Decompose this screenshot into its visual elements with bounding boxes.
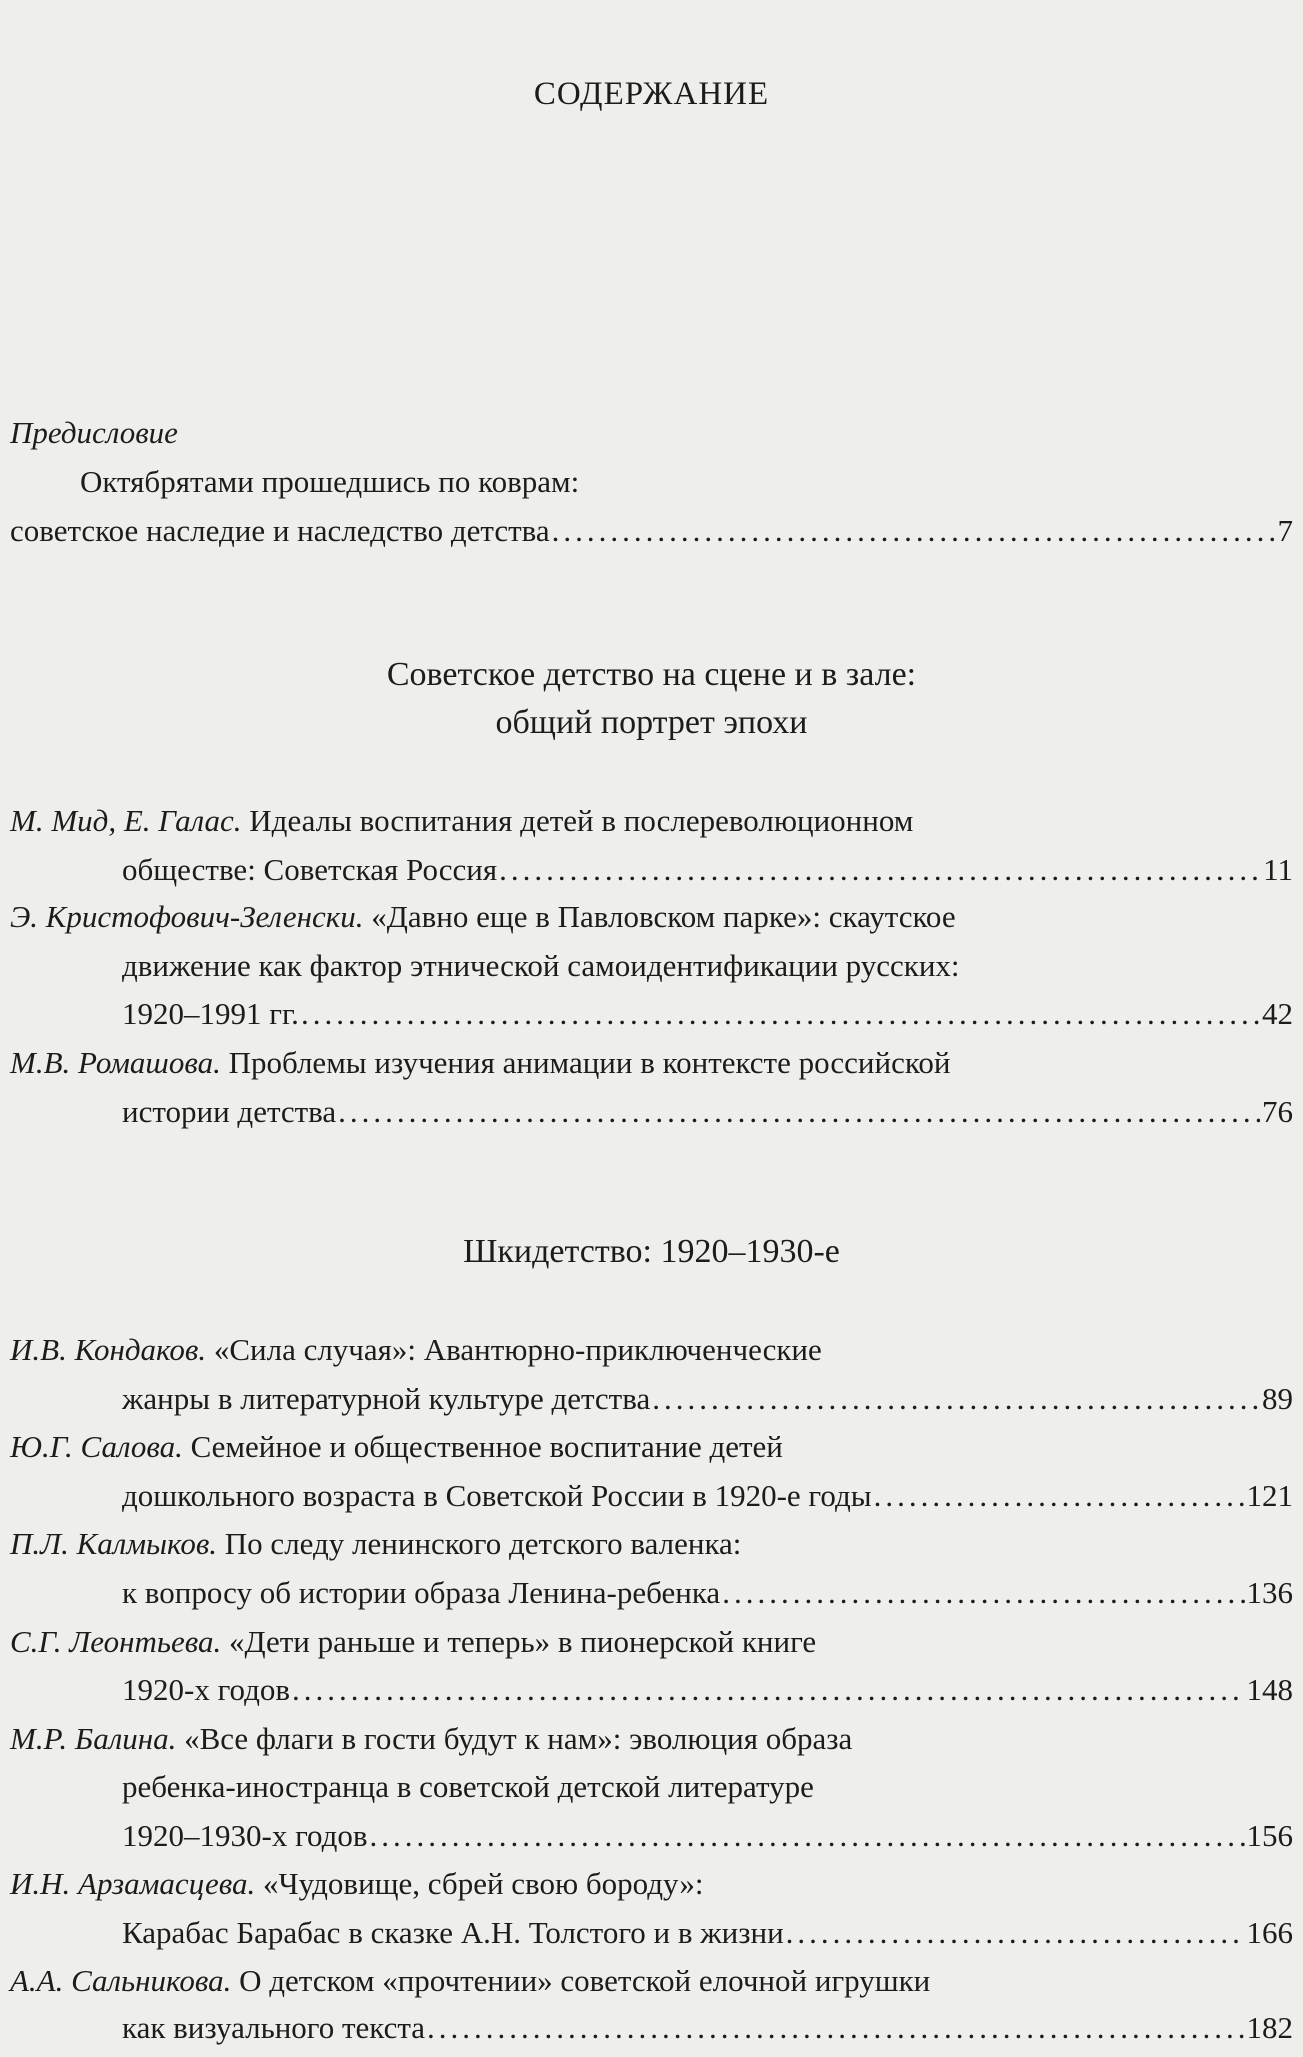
toc-entry-line xyxy=(10,1622,1293,1662)
entry-author: М.Р. Балина. xyxy=(10,1721,177,1756)
entry-title: По следу ленинского детского валенка: xyxy=(224,1526,742,1561)
leader-dots xyxy=(338,1092,1260,1132)
toc-entry-line xyxy=(10,1427,1293,1467)
entry-author: Ю.Г. Салова. xyxy=(10,1429,183,1464)
entry-author: И.Н. Арзамасцева. xyxy=(10,1866,256,1901)
entry-author: Э. Кристофович-Зеленски. xyxy=(10,899,364,934)
page-number: 156 xyxy=(1246,1818,1293,1853)
entry-title: Идеалы воспитания детей в послереволюционном xyxy=(249,803,914,838)
toc-entry-line xyxy=(122,1767,1293,1807)
leader-dots xyxy=(722,1573,1244,1613)
entry-author: П.Л. Калмыков. xyxy=(10,1526,218,1561)
preface-title-2: советское наследие и наследство детства xyxy=(10,513,550,548)
page-number: 11 xyxy=(1263,852,1293,887)
toc-entry-line[interactable] xyxy=(122,1379,1293,1419)
preface-title-line-1 xyxy=(80,462,1293,502)
page-number: 89 xyxy=(1262,1381,1293,1416)
preface-label: Предисловие xyxy=(10,415,178,450)
toc-entry-line[interactable] xyxy=(122,2008,1293,2048)
entry-title: «Чудовище, сбрей свою бороду»: xyxy=(262,1866,704,1901)
leader-dots xyxy=(552,511,1276,551)
entry-title: Семейное и общественное воспитание детей xyxy=(190,1429,783,1464)
toc-entry-line[interactable] xyxy=(122,1670,1293,1710)
entry-title: обществе: Советская Россия xyxy=(122,852,498,887)
entry-author: А.А. Сальникова. xyxy=(10,1963,232,1998)
leader-dots xyxy=(874,1476,1245,1516)
leader-dots xyxy=(301,994,1260,1034)
toc-entry-line[interactable] xyxy=(122,1913,1293,1953)
entry-title: Карабас Барабас в сказке А.Н. Толстого и в жизни xyxy=(122,1915,784,1950)
entry-author: М. Мид, Е. Галас. xyxy=(10,803,242,838)
section-title: Шкидетство: 1920–1930-е xyxy=(463,1233,840,1270)
toc-entry-line xyxy=(10,801,1293,841)
page-number: 136 xyxy=(1246,1575,1293,1610)
entry-title: ребенка-иностранца в советской детской литературе xyxy=(122,1769,814,1804)
leader-dots xyxy=(292,1670,1244,1710)
page-number: 42 xyxy=(1262,996,1293,1031)
entry-title: О детском «прочтении» советской елочной игрушки xyxy=(239,1963,931,1998)
section-title: Советское детство на сцене и в зале: xyxy=(386,656,917,693)
preface-title-line-2[interactable] xyxy=(10,511,1293,551)
toc-entry-line xyxy=(10,1864,1293,1904)
entry-title: 1920–1991 гг. xyxy=(122,996,299,1031)
entry-title: 1920–1930-х годов xyxy=(122,1818,368,1853)
toc-entry-line[interactable] xyxy=(122,1816,1293,1856)
entry-title: «Дети раньше и теперь» в пионерской книге xyxy=(228,1624,817,1659)
preface-label-line xyxy=(10,413,1293,453)
leader-dots xyxy=(786,1913,1245,1953)
entry-title: «Давно еще в Павловском парке»: скаутское xyxy=(371,899,956,934)
toc-entry-line[interactable] xyxy=(122,994,1293,1034)
page-number: 148 xyxy=(1246,1672,1293,1707)
leader-dots xyxy=(427,2008,1244,2048)
toc-entry-line xyxy=(122,946,1293,986)
entry-title: жанры в литературной культуре детства xyxy=(122,1381,651,1416)
toc-entry-line[interactable] xyxy=(122,1092,1293,1132)
page-number: 76 xyxy=(1262,1094,1293,1129)
entry-title: к вопросу об истории образа Ленина-ребенка xyxy=(122,1575,721,1610)
leader-dots xyxy=(370,1816,1245,1856)
toc-entry-line[interactable] xyxy=(122,850,1293,890)
entry-title: движение как фактор этнической самоидентификации русских: xyxy=(122,948,960,983)
entry-author: И.В. Кондаков. xyxy=(10,1332,207,1367)
toc-entry-line xyxy=(10,1961,1293,2001)
entry-title: Проблемы изучения анимации в контексте российской xyxy=(228,1045,951,1080)
leader-dots xyxy=(499,850,1261,890)
toc-entry-line xyxy=(10,1043,1293,1083)
toc-entry-line[interactable] xyxy=(122,1476,1293,1516)
toc-entry-line xyxy=(10,1524,1293,1564)
toc-entry-line xyxy=(10,897,1293,937)
toc-entry-line xyxy=(10,1330,1293,1370)
entry-title: дошкольного возраста в Советской России в 1920-е годы xyxy=(122,1478,872,1513)
page-number: 166 xyxy=(1246,1915,1293,1950)
toc-entry-line xyxy=(10,1719,1293,1759)
toc-entry-line[interactable] xyxy=(122,1573,1293,1613)
preface-title-1: Октябрятами прошедшись по коврам: xyxy=(80,464,580,499)
entry-author: М.В. Ромашова. xyxy=(10,1045,221,1080)
leader-dots xyxy=(652,1379,1260,1419)
entry-author: С.Г. Леонтьева. xyxy=(10,1624,222,1659)
page-number: 121 xyxy=(1246,1478,1293,1513)
section-subtitle: общий портрет эпохи xyxy=(495,704,808,741)
page-title: СОДЕРЖАНИЕ xyxy=(533,76,770,112)
entry-title: как визуального текста xyxy=(122,2010,426,2045)
entry-title: 1920-х годов xyxy=(122,1672,291,1707)
page-number: 7 xyxy=(1277,513,1293,548)
entry-title: истории детства xyxy=(122,1094,337,1129)
entry-title: «Все флаги в гости будут к нам»: эволюция образа xyxy=(184,1721,853,1756)
entry-title: «Сила случая»: Авантюрно-приключенческие xyxy=(213,1332,822,1367)
page-number: 182 xyxy=(1246,2010,1293,2045)
